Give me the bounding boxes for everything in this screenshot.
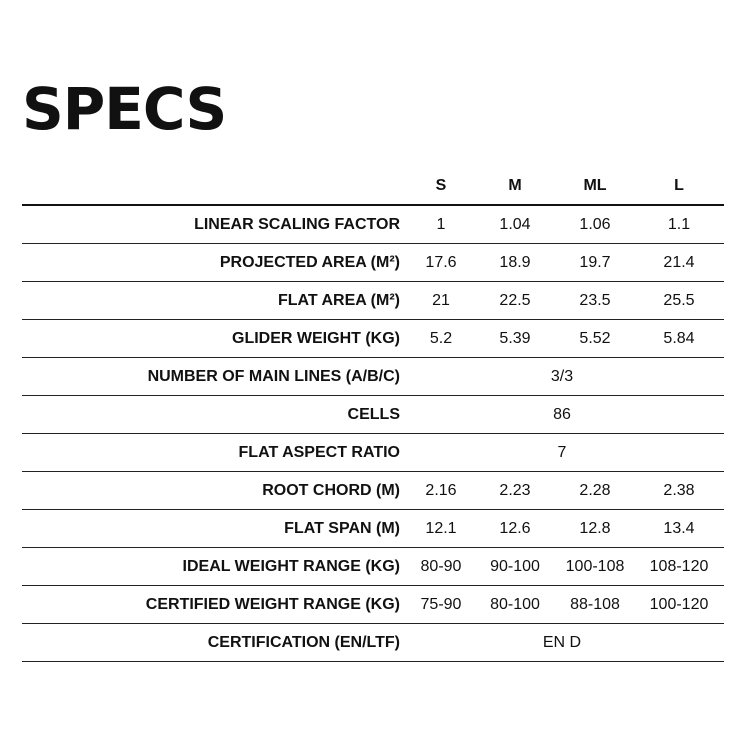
spanned-value: 3/3 [550,367,574,385]
row-label: FLAT AREA (M²) [277,291,400,309]
spanned-value: 7 [557,443,567,461]
table-row [22,510,724,548]
value-cell: 100-120 [649,595,709,613]
size-header-ml: ML [583,177,607,194]
table-row [22,320,724,358]
table-header-row [22,168,724,206]
spanned-value: EN D [542,633,582,651]
row-label: PROJECTED AREA (M²) [219,253,400,271]
value-cell: 80-90 [420,557,462,575]
value-cell: 80-100 [490,595,540,613]
row-label: IDEAL WEIGHT RANGE (KG) [182,557,400,575]
value-cell: 25.5 [663,291,695,309]
value-cell: 2.38 [663,481,695,499]
value-cell: 2.28 [579,481,611,499]
size-header-s: S [435,177,447,194]
value-cell: 1.1 [667,215,691,233]
value-cell: 1.06 [579,215,611,233]
value-cell: 108-120 [649,557,709,575]
value-cell: 18.9 [499,253,531,271]
table-row [22,472,724,510]
table-row [22,358,724,396]
value-cell: 13.4 [663,519,695,537]
value-cell: 5.2 [429,329,453,347]
row-label: FLAT SPAN (M) [284,519,400,537]
value-cell: 12.1 [425,519,457,537]
table-row [22,396,724,434]
table-row [22,282,724,320]
value-cell: 1.04 [499,215,531,233]
specs-table [22,168,724,662]
table-body [22,206,724,662]
value-cell: 22.5 [499,291,531,309]
value-cell: 21 [432,291,450,309]
page-title: SPECS [22,75,227,143]
value-cell: 19.7 [579,253,611,271]
value-cell: 90-100 [490,557,540,575]
value-cell: 2.23 [499,481,531,499]
value-cell: 88-108 [570,595,620,613]
table-row [22,244,724,282]
value-cell: 21.4 [663,253,695,271]
row-label: CERTIFIED WEIGHT RANGE (KG) [145,595,400,613]
row-label: GLIDER WEIGHT (KG) [232,329,400,347]
value-cell: 5.39 [499,329,531,347]
table-row [22,624,724,662]
table-row [22,434,724,472]
row-label: CELLS [347,405,400,423]
table-row [22,206,724,244]
table-row [22,586,724,624]
row-label: LINEAR SCALING FACTOR [194,215,400,233]
row-label: CERTIFICATION (EN/LTF) [207,633,400,651]
spanned-value: 86 [553,405,571,423]
value-cell: 100-108 [565,557,625,575]
row-label: FLAT ASPECT RATIO [238,443,400,461]
value-cell: 75-90 [420,595,462,613]
size-header-m: M [508,177,522,194]
row-label: NUMBER OF MAIN LINES (A/B/C) [147,367,400,385]
size-header-l: L [674,177,684,194]
value-cell: 5.84 [663,329,695,347]
value-cell: 12.6 [499,519,531,537]
row-label: ROOT CHORD (M) [262,481,400,499]
table-row [22,548,724,586]
value-cell: 5.52 [579,329,611,347]
value-cell: 23.5 [579,291,611,309]
value-cell: 2.16 [425,481,457,499]
value-cell: 17.6 [425,253,457,271]
value-cell: 1 [436,215,446,233]
value-cell: 12.8 [579,519,611,537]
